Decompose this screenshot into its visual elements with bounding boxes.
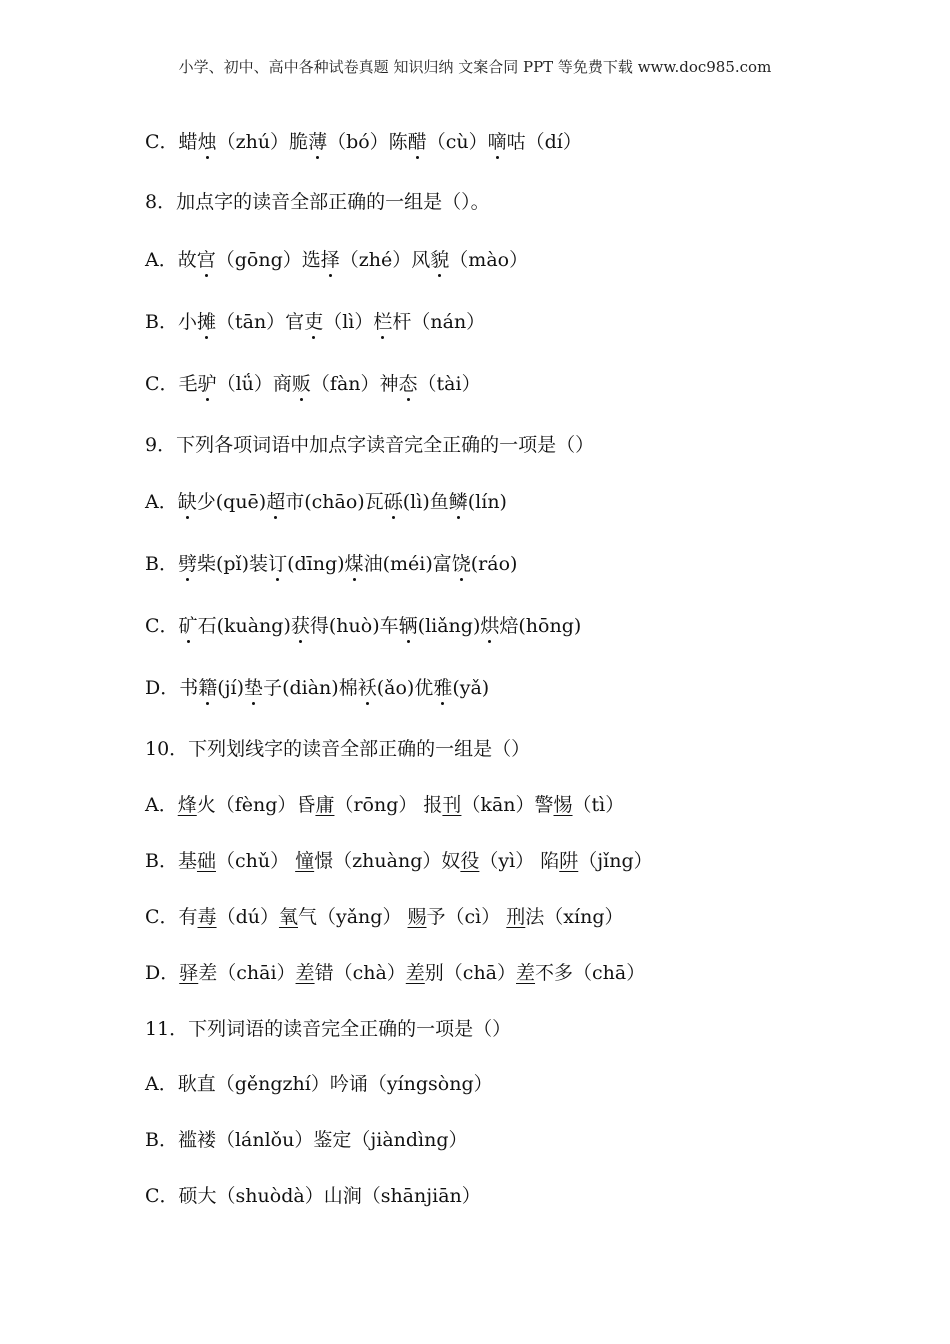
text-segment: B．褴褛（lánlǒu）鉴定（jiàndìng） (145, 1129, 468, 1151)
dotted-char: 籍 (198, 677, 218, 699)
text-line (145, 793, 624, 817)
dotted-char: 超 (266, 491, 286, 513)
dotted-char: 订 (268, 553, 288, 575)
text-segment: （chǔ） (215, 850, 296, 872)
text-segment: B．小 (145, 311, 197, 333)
dotted-char: 栏 (373, 311, 393, 333)
text-segment: A．耿直（gěngzhí）吟诵（yíngsòng） (145, 1073, 493, 1095)
dotted-char: 鳞 (448, 491, 468, 513)
underlined-char: 憧 (295, 850, 315, 872)
text-segment: 柴(pǐ)装 (196, 553, 269, 575)
text-segment: （gōng）选 (215, 249, 321, 271)
underlined-char: 差 (516, 962, 536, 984)
dotted-char: 摊 (196, 311, 216, 333)
dotted-char: 貌 (430, 249, 450, 271)
text-segment: C．有 (145, 906, 198, 928)
text-line (145, 1017, 511, 1041)
text-segment: 得(huò)车 (309, 615, 399, 637)
dotted-char: 矿 (178, 615, 198, 637)
dotted-char: 垫 (244, 677, 264, 699)
text-line (145, 433, 594, 457)
text-segment: 少(quē) (196, 491, 267, 513)
dotted-char: 薄 (308, 131, 328, 153)
text-segment: C．毛 (145, 373, 198, 395)
text-line (145, 130, 582, 154)
underlined-char: 础 (196, 850, 216, 872)
text-segment: （tài） (417, 373, 481, 395)
text-segment: C． (145, 131, 179, 153)
text-line (145, 1072, 493, 1096)
text-line (145, 614, 581, 638)
text-segment: （lì） (323, 311, 374, 333)
text-segment: 蜡 (178, 131, 198, 153)
text-segment: C．硕大（shuòdà）山涧（shānjiān） (145, 1185, 481, 1207)
text-segment: 市(chāo)瓦 (285, 491, 384, 513)
text-segment: 予（cì） (426, 906, 507, 928)
underlined-char: 惕 (553, 794, 573, 816)
dotted-char: 劈 (177, 553, 197, 575)
text-segment: (ráo) (470, 553, 518, 575)
text-segment: 火（fèng）昏 (196, 794, 316, 816)
text-segment: （fàn）神 (310, 373, 399, 395)
text-segment: (yǎ) (452, 677, 490, 699)
underlined-char: 役 (460, 850, 480, 872)
text-segment: 杆（nán） (392, 311, 486, 333)
text-line (145, 905, 624, 929)
text-segment: 石(kuàng) (197, 615, 291, 637)
text-segment: 10．下列划线字的读音全部正确的一组是（） (145, 738, 531, 760)
text-segment: （jǐng） (578, 850, 653, 872)
text-segment: 憬（zhuàng）奴 (314, 850, 461, 872)
dotted-char: 宫 (196, 249, 216, 271)
dotted-char: 态 (398, 373, 418, 395)
underlined-char: 氧 (278, 906, 298, 928)
text-segment: (lín) (467, 491, 507, 513)
underlined-char: 刑 (506, 906, 526, 928)
text-segment: （lǘ）商 (216, 373, 292, 395)
dotted-char: 烘 (480, 615, 500, 637)
underlined-char: 刊 (442, 794, 462, 816)
text-segment: 气（yǎng） (297, 906, 408, 928)
dotted-char: 醋 (407, 131, 427, 153)
text-segment: B． (145, 553, 178, 575)
dotted-char: 袄 (357, 677, 377, 699)
text-line (145, 490, 507, 514)
text-segment: A． (145, 491, 178, 513)
page-header: 小学、初中、高中各种试卷真题 知识归纳 文案合同 PPT 等免费下载 www.doc985.com (178, 58, 772, 76)
text-segment: 不多（chā） (535, 962, 646, 984)
text-line (145, 310, 485, 334)
dotted-char: 饶 (451, 553, 471, 575)
dotted-char: 砾 (383, 491, 403, 513)
text-line (145, 1128, 468, 1152)
text-segment: （bó）陈 (327, 131, 408, 153)
underlined-char: 差 (405, 962, 425, 984)
underlined-char: 驿 (179, 962, 199, 984)
text-line (145, 190, 490, 214)
underlined-char: 阱 (559, 850, 579, 872)
text-segment: （zhú）脆 (216, 131, 309, 153)
text-segment: （tān）官 (215, 311, 305, 333)
text-line (145, 676, 489, 700)
underlined-char: 烽 (177, 794, 197, 816)
text-segment: （rōng） 报 (334, 794, 443, 816)
dotted-char: 嘀 (487, 131, 507, 153)
text-segment: （dú） (216, 906, 279, 928)
text-segment: 别（chā） (424, 962, 517, 984)
text-segment: （tì） (572, 794, 625, 816)
text-line (145, 737, 530, 761)
underlined-char: 毒 (197, 906, 217, 928)
dotted-char: 贩 (291, 373, 311, 395)
text-segment: 错（chà） (314, 962, 406, 984)
dotted-char: 辆 (398, 615, 418, 637)
text-segment: （zhé）风 (339, 249, 431, 271)
text-line (145, 961, 645, 985)
text-segment: D．书 (145, 677, 199, 699)
dotted-char: 烛 (197, 131, 217, 153)
text-segment: (liǎng) (417, 615, 481, 637)
dotted-char: 缺 (177, 491, 197, 513)
text-segment: （yì） 陷 (479, 850, 560, 872)
text-segment: （mào） (449, 249, 529, 271)
text-segment: C． (145, 615, 179, 637)
text-segment: 11．下列词语的读音完全正确的一项是（） (145, 1018, 512, 1040)
text-segment: (ǎo)优 (376, 677, 434, 699)
text-segment: A．故 (145, 249, 197, 271)
text-segment: 9．下列各项词语中加点字读音完全正确的一项是（） (145, 434, 595, 456)
text-line (145, 849, 653, 873)
text-segment: 8．加点字的读音全部正确的一组是（）。 (145, 191, 490, 213)
text-line (145, 1184, 481, 1208)
dotted-char: 雅 (433, 677, 453, 699)
underlined-char: 差 (295, 962, 315, 984)
dotted-char: 煤 (344, 553, 364, 575)
text-line (145, 248, 528, 272)
underlined-char: 赐 (407, 906, 427, 928)
text-segment: （kān）警 (461, 794, 554, 816)
text-segment: （cù） (426, 131, 488, 153)
text-segment: B．基 (145, 850, 197, 872)
text-segment: 子(diàn)棉 (263, 677, 358, 699)
text-segment: 咕（dí） (506, 131, 582, 153)
text-segment: 油(méi)富 (363, 553, 452, 575)
text-line (145, 552, 517, 576)
underlined-char: 庸 (315, 794, 335, 816)
text-segment: 法（xíng） (525, 906, 624, 928)
dotted-char: 获 (290, 615, 310, 637)
dotted-char: 择 (320, 249, 340, 271)
text-segment: 焙(hōng) (499, 615, 582, 637)
text-segment: A． (145, 794, 178, 816)
text-segment: (jí) (217, 677, 245, 699)
text-segment: (lì)鱼 (402, 491, 449, 513)
dotted-char: 驴 (197, 373, 217, 395)
text-line (145, 372, 481, 396)
text-segment: (dīng) (287, 553, 345, 575)
text-segment: 差（chāi） (198, 962, 296, 984)
text-segment: D． (145, 962, 180, 984)
dotted-char: 吏 (304, 311, 324, 333)
